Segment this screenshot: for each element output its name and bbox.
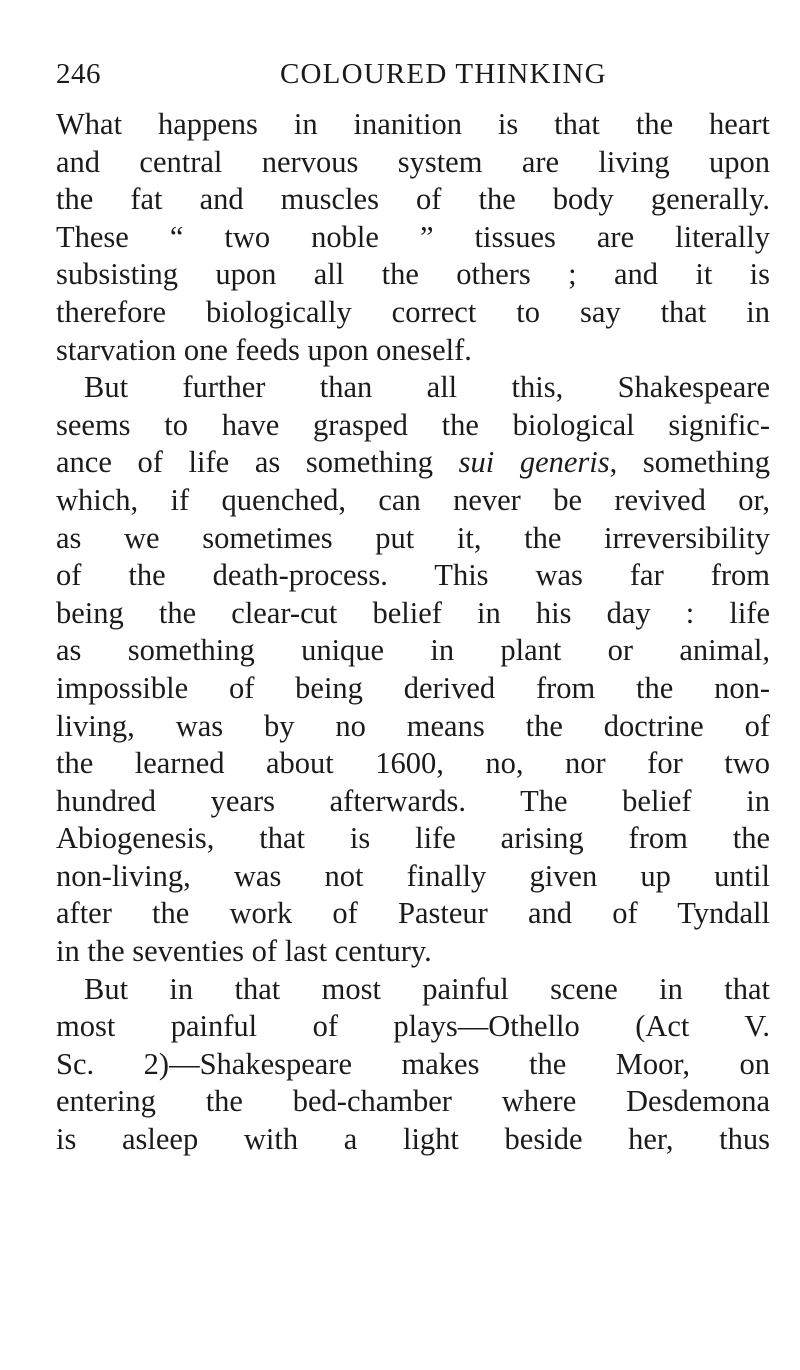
text-line: impossible of being derived from the non- [56, 670, 770, 705]
text-line: But further than all this, Shakespeare [84, 370, 770, 405]
text-line: is asleep with a light beside her, thus [56, 1122, 770, 1157]
text-line: and central nervous system are living upon [56, 144, 770, 179]
text-line: therefore biologically correct to say that in [56, 294, 770, 329]
text-line: of the death-process. This was far from [56, 558, 770, 593]
text-line: as something unique in plant or animal, [56, 633, 770, 668]
text-line: the fat and muscles of the body generally. [56, 182, 770, 217]
text-line: in the seventies of last century. [56, 934, 432, 969]
text-line: seems to have grasped the biological signific- [56, 407, 770, 442]
text-line: after the work of Pasteur and of Tyndall [56, 896, 770, 931]
running-head: COLOURED THINKING [280, 58, 607, 90]
text-line: Sc. 2)—Shakespeare makes the Moor, on [56, 1046, 770, 1081]
text-line: which, if quenched, can never be revived or, [56, 482, 770, 517]
page-header [56, 58, 776, 98]
text-line-with-italic [56, 444, 770, 482]
text-line: starvation one feeds upon oneself. [56, 332, 472, 367]
text-line: These “ two noble ” tissues are literally [56, 219, 770, 254]
page-number: 246 [56, 58, 101, 90]
body-text [56, 106, 770, 1159]
text-line: But in that most painful scene in that [84, 971, 770, 1006]
text-line: hundred years afterwards. The belief in [56, 783, 770, 818]
text-line: the learned about 1600, no, nor for two [56, 746, 770, 781]
text-line: non-living, was not finally given up until [56, 858, 770, 893]
text-segment: ance of life as something [56, 445, 459, 480]
text-line: most painful of plays—Othello (Act V. [56, 1009, 770, 1044]
text-line: subsisting upon all the others ; and it is [56, 257, 770, 292]
italic-phrase: sui generis [458, 445, 610, 480]
text-line: being the clear-cut belief in his day : life [56, 595, 770, 630]
text-line: living, was by no means the doctrine of [56, 708, 770, 743]
text-line: Abiogenesis, that is life arising from the [56, 821, 770, 856]
text-line: What happens in inanition is that the heart [56, 107, 770, 141]
text-line: entering the bed-chamber where Desdemona [56, 1084, 770, 1119]
text-segment: , something [609, 445, 770, 480]
text-line: as we sometimes put it, the irreversibility [56, 520, 770, 555]
